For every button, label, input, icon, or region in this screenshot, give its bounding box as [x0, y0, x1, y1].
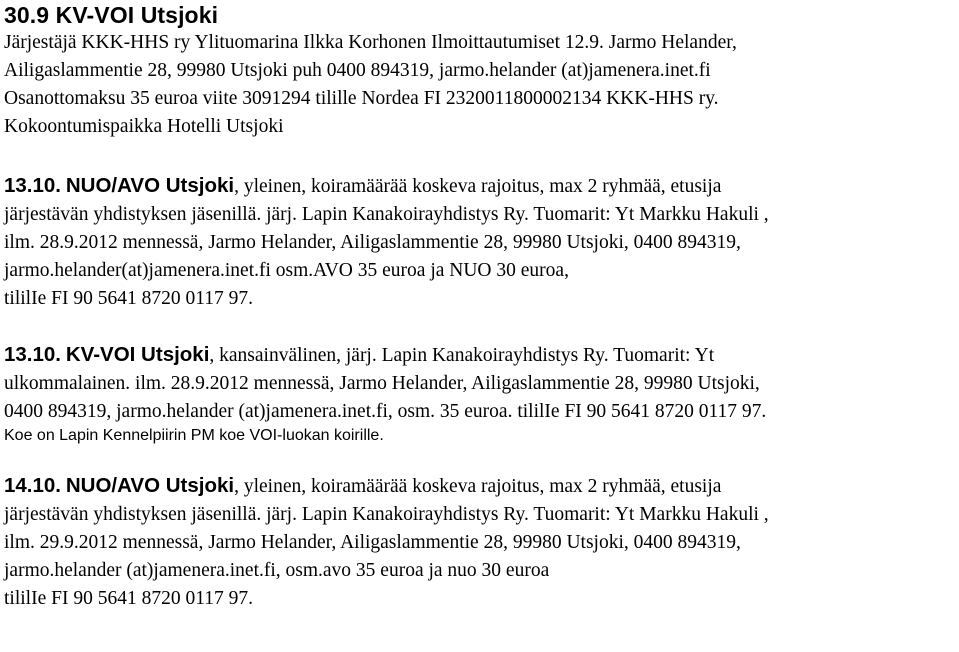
event-heading-line	[4, 472, 959, 501]
event-entry-2	[4, 341, 959, 446]
event-line: ilm. 29.9.2012 mennessä, Jarmo Helander, Ailigaslammentie 28, 99980 Utsjoki, 0400 894319,	[4, 532, 741, 553]
event-entry-1	[4, 172, 959, 313]
intro-line: Ailigaslammentie 28, 99980 Utsjoki puh 0400 894319, jarmo.helander (at)jamenera.inet.fi	[4, 60, 711, 81]
event-line: jarmo.helander(at)jamenera.inet.fi osm.AVO 35 euroa ja NUO 30 euroa,	[4, 260, 569, 281]
intro-line: Järjestäjä KKK-HHS ry Ylituomarina Ilkka Korhonen Ilmoittautumiset 12.9. Jarmo Helander,	[4, 32, 737, 53]
event-date: 13.10.	[4, 174, 61, 197]
event-description: , yleinen, koiramäärää koskeva rajoitus, max 2 ryhmää, etusija	[234, 176, 722, 197]
event-date: 13.10.	[4, 343, 61, 366]
event-line: järjestävän yhdistyksen jäsenillä. järj. Lapin Kanakoirayhdistys Ry. Tuomarit: Yt Markku Hakuli ,	[4, 204, 769, 225]
event-note: Koe on Lapin Kennelpiirin PM koe VOI-luokan koirille.	[4, 427, 384, 444]
intro-line: Osanottomaksu 35 euroa viite 3091294 tilille Nordea FI 2320011800002134 KKK-HHS ry.	[4, 88, 719, 109]
event-description: , yleinen, koiramäärää koskeva rajoitus, max 2 ryhmää, etusija	[234, 476, 722, 497]
document-title: 30.9 KV-VOI Utsjoki	[4, 2, 219, 28]
event-name: KV-VOI Utsjoki	[65, 343, 210, 366]
event-heading-line	[4, 172, 959, 201]
intro-line: Kokoontumispaikka Hotelli Utsjoki	[4, 116, 284, 137]
event-line: ulkommalainen. ilm. 28.9.2012 mennessä, Jarmo Helander, Ailigaslammentie 28, 99980 Utsjoki,	[4, 373, 760, 394]
event-line: tililIe FI 90 5641 8720 0117 97.	[4, 588, 253, 609]
event-date: 14.10.	[4, 474, 61, 497]
event-description: , kansainvälinen, järj. Lapin Kanakoirayhdistys Ry. Tuomarit: Yt	[209, 345, 715, 366]
event-line: tililIe FI 90 5641 8720 0117 97.	[4, 288, 253, 309]
event-name: NUO/AVO Utsjoki	[65, 474, 235, 497]
event-line: ilm. 28.9.2012 mennessä, Jarmo Helander, Ailigaslammentie 28, 99980 Utsjoki, 0400 894319,	[4, 232, 741, 253]
document-page	[0, 2, 959, 652]
intro-block	[4, 29, 959, 141]
event-line: jarmo.helander (at)jamenera.inet.fi, osm.avo 35 euroa ja nuo 30 euroa	[4, 560, 550, 581]
event-name: NUO/AVO Utsjoki	[65, 174, 235, 197]
event-entry-3	[4, 472, 959, 613]
event-line: järjestävän yhdistyksen jäsenillä. järj. Lapin Kanakoirayhdistys Ry. Tuomarit: Yt Markku Hakuli ,	[4, 504, 769, 525]
event-heading-line	[4, 341, 959, 370]
event-line: 0400 894319, jarmo.helander (at)jamenera.inet.fi, osm. 35 euroa. tililIe FI 90 5641 8720 0117 97.	[4, 401, 767, 422]
